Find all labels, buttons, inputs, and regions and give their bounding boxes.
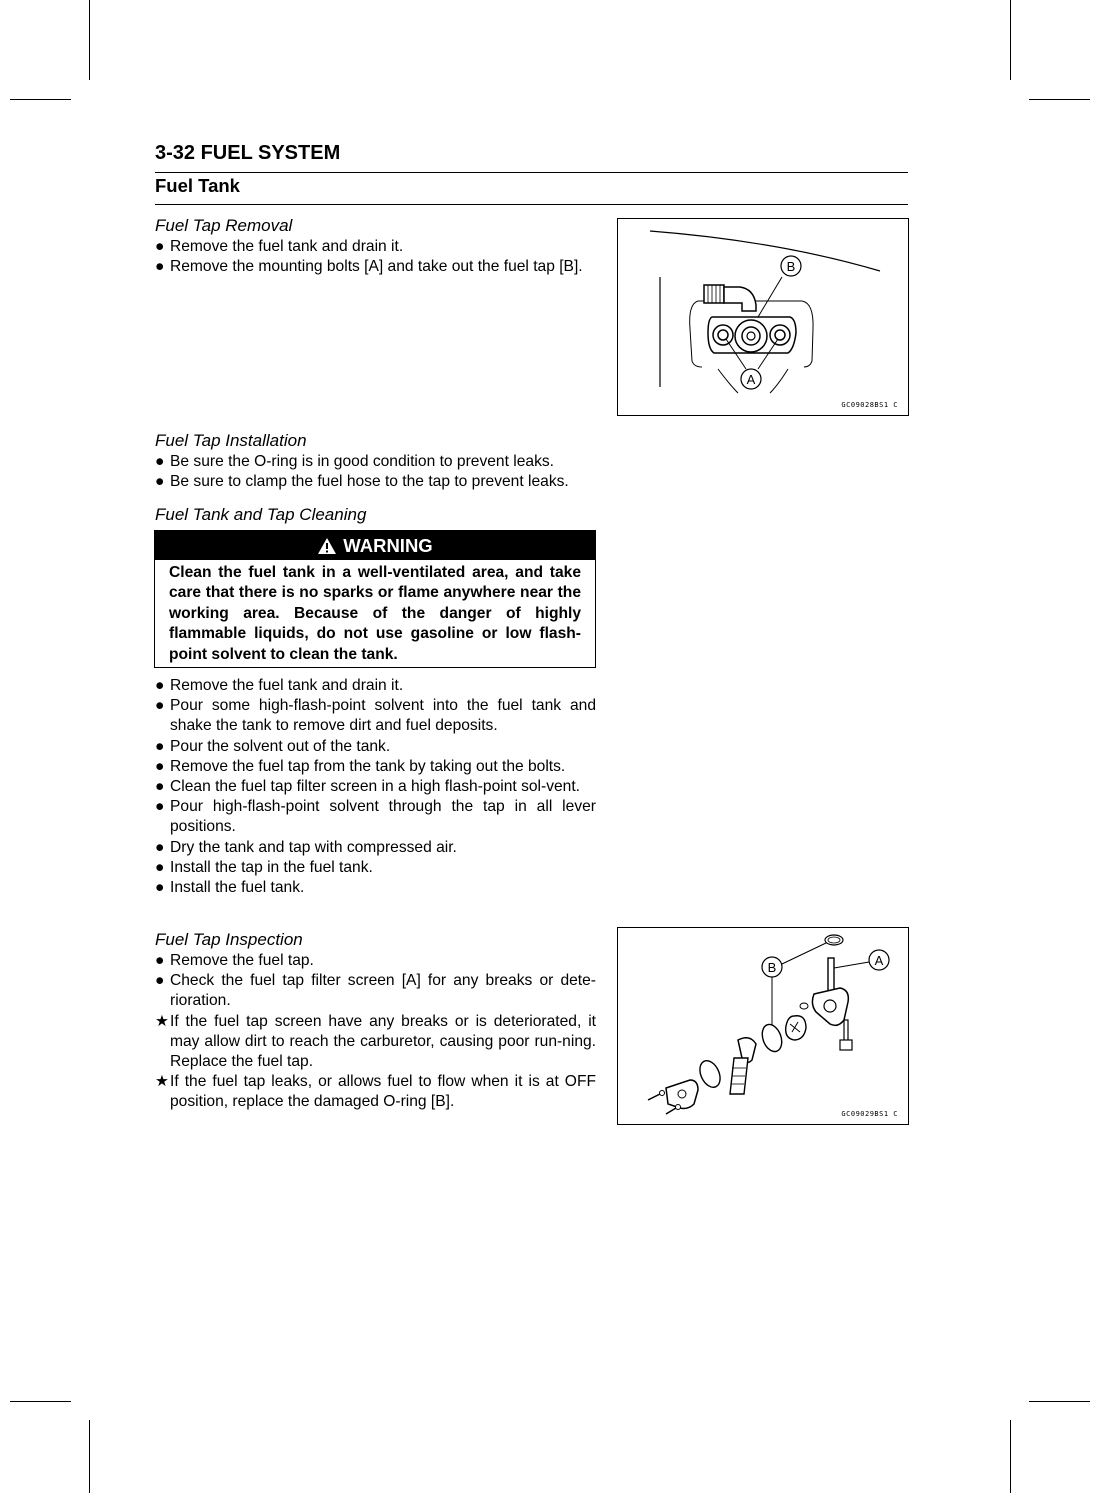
list-item: ● Clean the fuel tap filter screen in a high flash-point sol-vent. <box>155 777 596 797</box>
fuel-tap-exploded-illustration <box>618 928 910 1126</box>
bullet-icon: ● <box>155 677 165 694</box>
crop-mark <box>1029 1401 1090 1402</box>
list-item: ● Be sure the O-ring is in good condition to prevent leaks. <box>155 452 596 472</box>
crop-mark <box>10 1401 71 1402</box>
crop-mark <box>10 99 71 100</box>
list-item: ● Dry the tank and tap with compressed air. <box>155 838 596 858</box>
list-item: ● Remove the mounting bolts [A] and take out the fuel tap [B]. <box>155 257 596 277</box>
header-rule <box>155 172 908 173</box>
cleaning-steps <box>155 676 596 898</box>
list-item: ● Pour high-flash-point solvent through the tap in all lever positions. <box>155 798 596 836</box>
bullet-icon: ● <box>155 258 165 276</box>
bullet-icon: ● <box>155 798 165 816</box>
list-item: ● Remove the fuel tank and drain it. <box>155 237 596 257</box>
callout-b: B <box>786 259 796 274</box>
bullet-icon: ● <box>155 778 165 796</box>
list-item: ● Check the fuel tap filter screen [A] for any breaks or dete-rioration. <box>155 972 596 1010</box>
cleaning-section <box>155 505 596 526</box>
list-item: ● Remove the fuel tank and drain it. <box>155 676 596 696</box>
list-item: ● Pour the solvent out of the tank. <box>155 737 596 757</box>
warning-icon <box>317 537 337 555</box>
list-item: ● Install the fuel tank. <box>155 878 596 898</box>
figure-fuel-tap-mounted <box>617 218 909 416</box>
bullet-icon: ● <box>155 737 165 755</box>
section-rule <box>155 204 908 205</box>
callout-a: A <box>874 953 884 968</box>
bullet-icon: ● <box>155 952 165 969</box>
callout-a: A <box>746 372 756 387</box>
note-item: ★ If the fuel tap screen have any breaks or is deteriorated, it may allow dirt to reach the carburetor, causing poor run-ning. Replace the fuel tap. <box>155 1012 596 1071</box>
callout-b: B <box>767 960 777 975</box>
crop-mark <box>89 1420 90 1493</box>
crop-mark <box>1010 1420 1011 1493</box>
crop-mark <box>1010 0 1011 80</box>
list-item: ● Install the tap in the fuel tank. <box>155 858 596 878</box>
bullet-icon: ● <box>155 473 165 491</box>
note-item: ★ If the fuel tap leaks, or allows fuel to flow when it is at OFF position, replace the damaged O-ring [B]. <box>155 1073 596 1111</box>
removal-section <box>155 216 596 277</box>
list-item: ● Remove the fuel tap from the tank by taking out the bolts. <box>155 757 596 777</box>
bullet-icon: ● <box>155 879 165 897</box>
crop-mark <box>1029 99 1090 100</box>
bullet-icon: ● <box>155 972 165 990</box>
warning-header <box>155 531 595 560</box>
bullet-icon: ● <box>155 453 165 470</box>
removal-title: Fuel Tap Removal <box>155 216 293 235</box>
inspection-title: Fuel Tap Inspection <box>155 930 303 949</box>
section-title: Fuel Tank <box>155 175 240 196</box>
bullet-icon: ● <box>155 697 165 715</box>
fuel-tap-mounted-illustration <box>618 219 910 417</box>
star-icon: ★ <box>155 1012 169 1030</box>
inspection-section <box>155 930 596 1113</box>
bullet-icon: ● <box>155 858 165 876</box>
list-item: ● Be sure to clamp the fuel hose to the tap to prevent leaks. <box>155 472 596 492</box>
warning-title: WARNING <box>343 534 433 556</box>
star-icon: ★ <box>155 1073 169 1091</box>
cleaning-title: Fuel Tank and Tap Cleaning <box>155 505 367 524</box>
warning-box <box>154 530 596 668</box>
figure-fuel-tap-exploded <box>617 927 909 1125</box>
bullet-icon: ● <box>155 757 165 775</box>
figure-code: GC09028BS1 C <box>841 401 898 409</box>
bullet-icon: ● <box>155 238 165 255</box>
list-item: ● Pour some high-flash-point solvent into the fuel tank and shake the tank to remove dirt and fuel deposits. <box>155 697 596 735</box>
figure-code: GC09029BS1 C <box>841 1110 898 1118</box>
installation-section <box>155 431 596 492</box>
bullet-icon: ● <box>155 838 165 856</box>
warning-text: Clean the fuel tank in a well-ventilated area, and take care that there is no sparks or flame anywhere near the working area. Because of the danger of highly flammable liquids, do not use gasoline or low flash-point solvent to clean the tank. <box>169 564 581 663</box>
crop-mark <box>89 0 90 80</box>
list-item: ● Remove the fuel tap. <box>155 951 596 971</box>
page-header-title: 3-32 FUEL SYSTEM <box>155 142 341 164</box>
installation-title: Fuel Tap Installation <box>155 431 307 450</box>
